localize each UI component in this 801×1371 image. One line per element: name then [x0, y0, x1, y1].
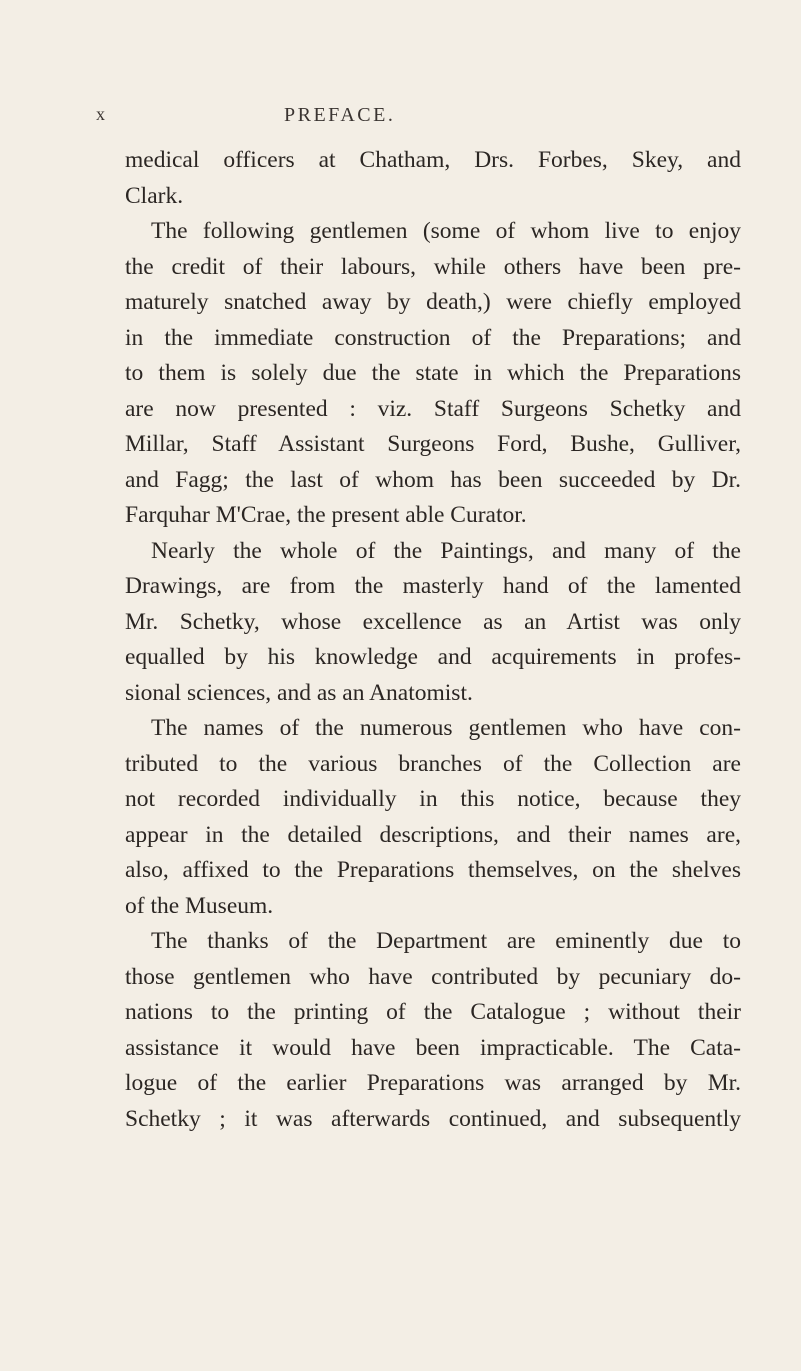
- text-line: Schetky ; it was afterwards continued, and subsequently: [125, 1105, 741, 1132]
- body-text: [125, 143, 741, 1137]
- text-line: The names of the numerous gentlemen who have con-: [151, 715, 741, 741]
- text-line: Drawings, are from the masterly hand of the lamented: [125, 573, 741, 599]
- text-line: Farquhar M'Crae, the present able Curator.: [125, 502, 527, 528]
- text-line: maturely snatched away by death,) were chiefly employed: [125, 289, 741, 315]
- text-line: of the Museum.: [125, 892, 274, 919]
- text-line: in the immediate construction of the Preparations; and: [125, 324, 741, 351]
- text-line: and Fagg; the last of whom has been succeeded by Dr.: [125, 466, 741, 493]
- page-number: x: [96, 104, 106, 124]
- text-line: The thanks of the Department are eminently due to: [151, 928, 741, 954]
- text-line: assistance it would have been impracticable. The Cata-: [125, 1034, 741, 1061]
- text-line: Mr. Schetky, whose excellence as an Artist was only: [125, 608, 741, 635]
- text-line: Nearly the whole of the Paintings, and many of the: [151, 537, 741, 564]
- text-line: nations to the printing of the Catalogue ; without their: [125, 999, 741, 1025]
- text-line: Clark.: [125, 182, 184, 209]
- text-line: sional sciences, and as an Anatomist.: [125, 679, 473, 706]
- text-line: equalled by his knowledge and acquirements in profes-: [125, 644, 741, 670]
- text-line: the credit of their labours, while others have been pre-: [125, 253, 741, 280]
- text-line: not recorded individually in this notice, because they: [125, 786, 741, 812]
- running-head: PREFACE.: [284, 104, 396, 126]
- text-line: Millar, Staff Assistant Surgeons Ford, Bushe, Gulliver,: [125, 431, 741, 457]
- text-line: are now presented : viz. Staff Surgeons Schetky and: [125, 395, 741, 422]
- text-line: logue of the earlier Preparations was arranged by Mr.: [125, 1070, 741, 1096]
- text-line: appear in the detailed descriptions, and their names are,: [125, 821, 741, 848]
- page-header: [0, 104, 801, 134]
- text-line: medical officers at Chatham, Drs. Forbes, Skey, and: [125, 147, 741, 173]
- text-line: those gentlemen who have contributed by pecuniary do-: [125, 963, 741, 990]
- text-line: tributed to the various branches of the Collection are: [125, 750, 741, 777]
- text-line: The following gentlemen (some of whom live to enjoy: [151, 218, 741, 244]
- text-line: also, affixed to the Preparations themselves, on the shelves: [125, 857, 741, 883]
- text-line: to them is solely due the state in which the Preparations: [125, 360, 741, 386]
